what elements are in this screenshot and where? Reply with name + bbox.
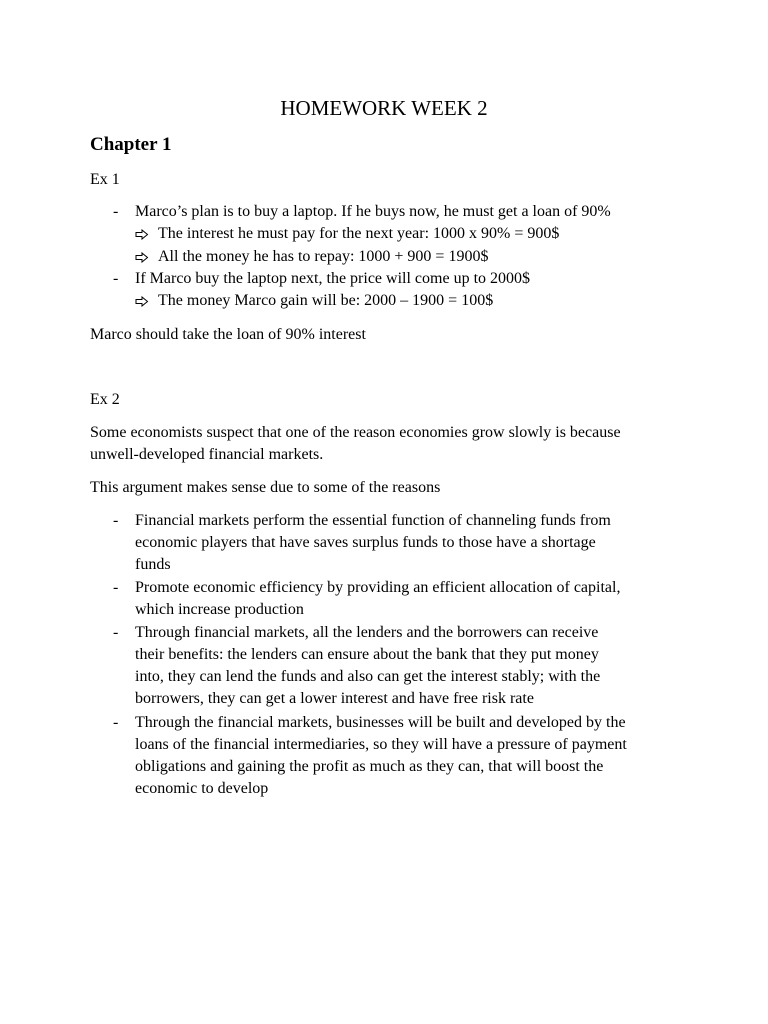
ex2-bullet-1-line-2: economic players that have saves surplus funds to those have a shortage bbox=[135, 534, 596, 551]
ex2-bullet-4-line-1: Through the financial markets, businesses will be built and developed by the bbox=[135, 714, 626, 731]
ex2-bullet-1-line-3: funds bbox=[135, 556, 171, 573]
ex2-bullet-2-line-2: which increase production bbox=[135, 601, 304, 618]
ex2-bullet-4-line-3: obligations and gaining the profit as much as they can, that will boost the bbox=[135, 758, 604, 775]
ex2-bullet-2-line-1: Promote economic efficiency by providing an efficient allocation of capital, bbox=[135, 579, 621, 596]
bullet-dash: - bbox=[113, 714, 119, 731]
bullet-dash: - bbox=[113, 579, 119, 596]
arrow-right-icon bbox=[135, 246, 149, 263]
ex1-bullet-1: Marco’s plan is to buy a laptop. If he buys now, he must get a loan of 90% bbox=[135, 203, 611, 220]
chapter-heading: Chapter 1 bbox=[90, 134, 172, 155]
ex2-bullet-3-line-1: Through financial markets, all the lenders and the borrowers can receive bbox=[135, 624, 599, 641]
ex1-conclusion: Marco should take the loan of 90% interest bbox=[90, 326, 366, 343]
ex1-bullet-2: If Marco buy the laptop next, the price will come up to 2000$ bbox=[135, 270, 531, 287]
bullet-dash: - bbox=[113, 512, 119, 529]
ex2-bullet-3-line-2: their benefits: the lenders can ensure about the bank that they put money bbox=[135, 646, 599, 663]
ex1-sub-1b: All the money he has to repay: 1000 + 900 = 1900$ bbox=[158, 248, 489, 265]
ex1-heading: Ex 1 bbox=[90, 171, 120, 188]
ex2-bullet-4-line-2: loans of the financial intermediaries, so they will have a pressure of payment bbox=[135, 736, 627, 753]
bullet-dash: - bbox=[113, 203, 119, 220]
ex2-intro-line-2: unwell-developed financial markets. bbox=[90, 446, 324, 463]
ex1-sub-1a: The interest he must pay for the next year: 1000 x 90% = 900$ bbox=[158, 225, 560, 242]
ex2-bullet-4-line-4: economic to develop bbox=[135, 780, 269, 797]
ex2-bullet-3-line-4: borrowers, they can get a lower interest and have free risk rate bbox=[135, 690, 534, 707]
ex2-intro-line-1: Some economists suspect that one of the reason economies grow slowly is because bbox=[90, 424, 621, 441]
arrow-right-icon bbox=[135, 290, 149, 307]
ex2-heading: Ex 2 bbox=[90, 391, 120, 408]
ex2-bullet-1-line-1: Financial markets perform the essential function of channeling funds from bbox=[135, 512, 611, 529]
document-title: HOMEWORK WEEK 2 bbox=[280, 96, 488, 120]
ex2-argument: This argument makes sense due to some of the reasons bbox=[90, 479, 441, 496]
bullet-dash: - bbox=[113, 624, 119, 641]
ex1-sub-2a: The money Marco gain will be: 2000 – 1900 = 100$ bbox=[158, 292, 494, 309]
bullet-dash: - bbox=[113, 270, 119, 287]
arrow-right-icon bbox=[135, 223, 149, 240]
ex2-bullet-3-line-3: into, they can lend the funds and also can get the interest stably; with the bbox=[135, 668, 601, 685]
